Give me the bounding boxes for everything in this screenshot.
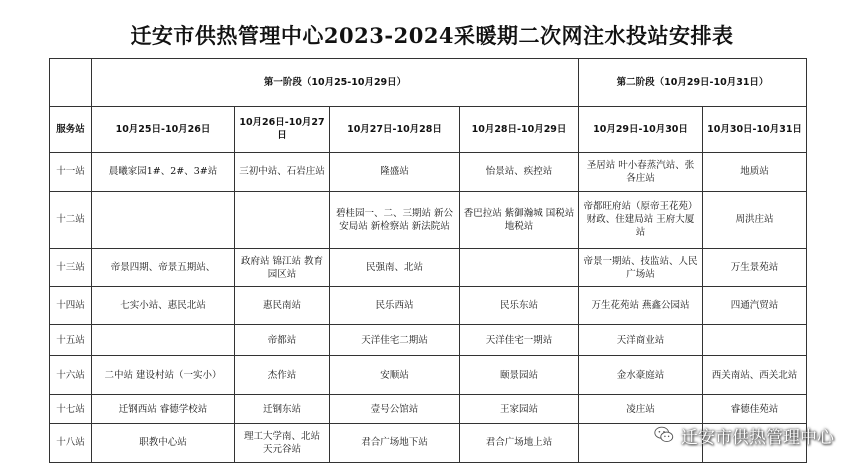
phase-1-header: 第一阶段（10月25-10月29日） (92, 59, 579, 107)
station-name-cell: 十四站 (50, 287, 92, 325)
table-row (50, 356, 807, 395)
station-name-cell: 十六站 (50, 356, 92, 395)
table-row (50, 395, 807, 424)
schedule-cell: 凌庄站 (579, 395, 703, 424)
schedule-cell: 王家园站 (460, 395, 579, 424)
station-name-cell: 十一站 (50, 152, 92, 191)
station-name-cell: 十五站 (50, 325, 92, 356)
schedule-cell: 天洋佳宅一期站 (460, 325, 579, 356)
schedule-cell: 迁钢西站 睿德学校站 (92, 395, 235, 424)
schedule-cell: 睿德佳苑站 (703, 395, 807, 424)
schedule-cell: 君合广场地上站 (460, 423, 579, 462)
schedule-cell: 天洋商业站 (579, 325, 703, 356)
schedule-cell: 万生花苑站 燕鑫公园站 (579, 287, 703, 325)
schedule-cell: 民乐西站 (330, 287, 460, 325)
schedule-cell: 圣居站 叶小春蒸汽站、张各庄站 (579, 152, 703, 191)
date-header: 10月25日-10月26日 (92, 107, 235, 152)
date-header: 10月27日-10月28日 (330, 107, 460, 152)
schedule-cell: 民乐东站 (460, 287, 579, 325)
wechat-icon (653, 424, 675, 446)
table-row (50, 249, 807, 287)
station-name-cell: 十七站 (50, 395, 92, 424)
schedule-cell: 隆盛站 (330, 152, 460, 191)
schedule-cell: 怡景站、疾控站 (460, 152, 579, 191)
watermark-text: 迁安市供热管理中心 (681, 427, 834, 448)
schedule-cell: 天洋佳宅二期站 (330, 325, 460, 356)
schedule-cell: 周洪庄站 (703, 191, 807, 249)
schedule-cell (460, 249, 579, 287)
schedule-cell: 万生景苑站 (703, 249, 807, 287)
schedule-cell: 三初中站、石岩庄站 (235, 152, 330, 191)
station-name-cell: 十三站 (50, 249, 92, 287)
schedule-cell: 地质站 (703, 152, 807, 191)
schedule-cell: 君合广场地下站 (330, 423, 460, 462)
schedule-cell (92, 191, 235, 249)
schedule-cell: 政府站 锦江站 教育园区站 (235, 249, 330, 287)
schedule-cell: 金水豪庭站 (579, 356, 703, 395)
schedule-cell: 帝都旺府站（原帝王花苑）财政、住建局站 王府大厦站 (579, 191, 703, 249)
date-header-row (50, 107, 807, 152)
date-header: 10月29日-10月30日 (579, 107, 703, 152)
schedule-cell (703, 325, 807, 356)
schedule-cell: 杰作站 (235, 356, 330, 395)
watermark (653, 423, 834, 447)
schedule-cell: 四通汽贸站 (703, 287, 807, 325)
table-row (50, 152, 807, 191)
page-title: 迁安市供热管理中心2023-2024采暖期二次网注水投站安排表 (130, 23, 734, 48)
schedule-cell: 安顺站 (330, 356, 460, 395)
schedule-cell (235, 191, 330, 249)
schedule-cell: 理工大学南、北站 天元谷站 (235, 423, 330, 462)
table-row (50, 191, 807, 249)
station-name-cell: 十二站 (50, 191, 92, 249)
table-row (50, 325, 807, 356)
schedule-cell: 晨曦家园1#、2#、3#站 (92, 152, 235, 191)
schedule-cell: 香巴拉站 紫御瀚城 国税站 地税站 (460, 191, 579, 249)
schedule-table (49, 58, 807, 463)
schedule-cell: 碧桂园一、二、三期站 新公安局站 新检察站 新法院站 (330, 191, 460, 249)
schedule-cell: 七实小站、惠民北站 (92, 287, 235, 325)
schedule-cell: 颐景园站 (460, 356, 579, 395)
schedule-cell: 民强南、北站 (330, 249, 460, 287)
phase-header-row (50, 59, 807, 107)
schedule-cell: 二中站 建设村站（一实小） (92, 356, 235, 395)
station-column-header: 服务站 (50, 107, 92, 152)
phase-2-header: 第二阶段（10月29日-10月31日） (579, 59, 807, 107)
schedule-cell: 职教中心站 (92, 423, 235, 462)
corner-cell (50, 59, 92, 107)
date-header: 10月26日-10月27日 (235, 107, 330, 152)
date-header: 10月30日-10月31日 (703, 107, 807, 152)
schedule-cell: 帝景四期、帝景五期站、 (92, 249, 235, 287)
schedule-cell: 惠民南站 (235, 287, 330, 325)
schedule-cell (92, 325, 235, 356)
table-row (50, 287, 807, 325)
schedule-cell: 帝都站 (235, 325, 330, 356)
station-name-cell: 十八站 (50, 423, 92, 462)
schedule-cell: 壹号公馆站 (330, 395, 460, 424)
schedule-cell: 迁钢东站 (235, 395, 330, 424)
schedule-cell: 帝景一期站、技监站、人民广场站 (579, 249, 703, 287)
date-header: 10月28日-10月29日 (460, 107, 579, 152)
schedule-cell: 西关南站、西关北站 (703, 356, 807, 395)
